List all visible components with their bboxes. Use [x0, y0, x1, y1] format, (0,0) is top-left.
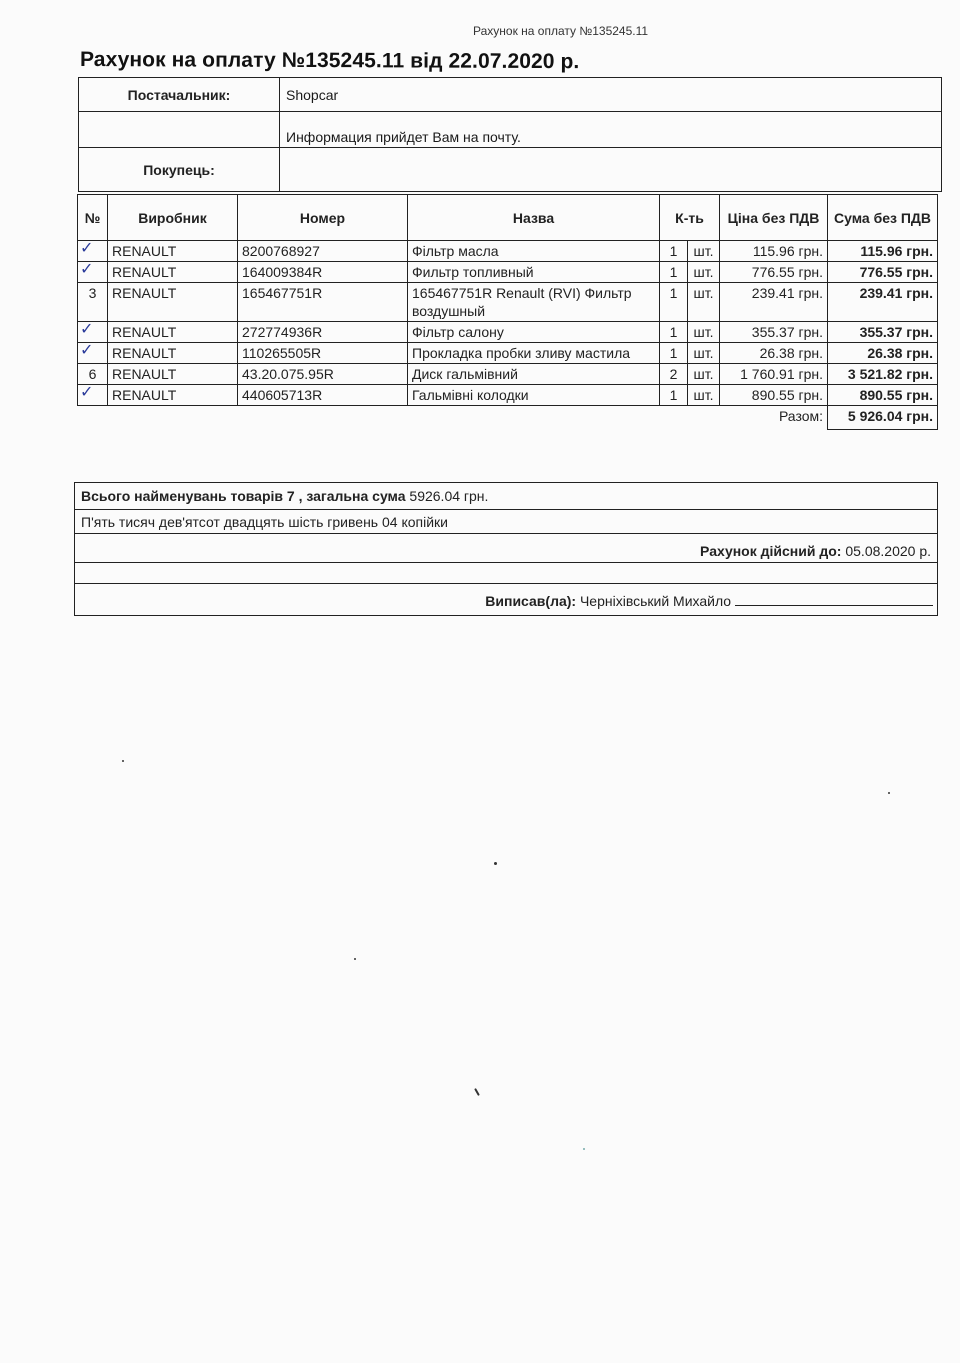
- item-number: 3: [78, 283, 108, 322]
- item-number: [78, 382, 108, 406]
- item-unit: шт.: [688, 343, 720, 364]
- item-name: Фільтр салону: [408, 322, 660, 343]
- items-table: [77, 194, 938, 430]
- total-label: Разом:: [778, 408, 824, 424]
- item-number: 6: [78, 364, 108, 385]
- item-code: 440605713R: [238, 385, 408, 406]
- item-maker: RENAULT: [108, 262, 238, 283]
- item-code: 110265505R: [238, 343, 408, 364]
- check-mark-icon: ✓: [80, 319, 94, 338]
- check-mark-icon: ✓: [80, 259, 94, 278]
- table-row: [78, 262, 938, 283]
- item-maker: RENAULT: [108, 241, 238, 262]
- item-unit: шт.: [688, 364, 720, 385]
- item-qty: 1: [660, 283, 688, 322]
- col-maker: Виробник: [108, 195, 238, 241]
- page-title: Рахунок на оплату №135245.11 від 22.07.2020 р.: [79, 48, 580, 74]
- divider: [75, 533, 937, 534]
- table-row: [78, 283, 938, 322]
- item-unit: шт.: [688, 385, 720, 406]
- supplier-info: Информация прийдет Вам на почту.: [280, 112, 942, 148]
- item-sum: 26.38 грн.: [828, 343, 938, 364]
- scan-speck: [354, 958, 356, 960]
- item-price: 26.38 грн.: [720, 343, 828, 364]
- item-code: 164009384R: [238, 262, 408, 283]
- item-price: 776.55 грн.: [720, 262, 828, 283]
- item-name: Гальмівні колодки: [408, 385, 660, 406]
- item-number: [78, 259, 108, 283]
- supplier-info-label-empty: [79, 112, 280, 148]
- scan-speck: [494, 862, 497, 865]
- item-price: 115.96 грн.: [720, 241, 828, 262]
- item-code: 43.20.075.95R: [238, 364, 408, 385]
- signature-line: [735, 593, 933, 606]
- items-count-label: Всього найменувань товарів 7 , загальна сума: [81, 488, 406, 504]
- item-maker: RENAULT: [108, 322, 238, 343]
- table-row: [78, 241, 938, 262]
- col-name: Назва: [408, 195, 660, 241]
- item-name: 165467751R Renault (RVI) Фильтр воздушный: [408, 283, 660, 322]
- item-code: 8200768927: [238, 241, 408, 262]
- header-caption: Рахунок на оплату №135245.11: [473, 24, 649, 38]
- table-row: [78, 343, 938, 364]
- supplier-info-row: [79, 112, 942, 148]
- divider: [75, 509, 937, 510]
- buyer-name: [280, 148, 942, 192]
- issued-by-line: [485, 593, 933, 609]
- check-mark-icon: ✓: [80, 382, 94, 401]
- item-code: 165467751R: [238, 283, 408, 322]
- item-price: 890.55 грн.: [720, 385, 828, 406]
- total-row: [78, 406, 938, 430]
- scan-speck: [583, 1148, 585, 1150]
- item-sum: 776.55 грн.: [828, 262, 938, 283]
- total-value: 5 926.04 грн.: [828, 406, 938, 430]
- scan-speck: [888, 792, 890, 794]
- col-sum: Сума без ПДВ: [828, 195, 938, 241]
- issued-by-label: Виписав(ла):: [485, 593, 577, 609]
- item-price: 1 760.91 грн.: [720, 364, 828, 385]
- divider: [75, 583, 937, 584]
- item-maker: RENAULT: [108, 283, 238, 322]
- item-qty: 1: [660, 343, 688, 364]
- item-price: 239.41 грн.: [720, 283, 828, 322]
- item-code: 272774936R: [238, 322, 408, 343]
- item-name: Диск гальмівний: [408, 364, 660, 385]
- item-sum: 890.55 грн.: [828, 385, 938, 406]
- amount-in-words: П'ять тисяч дев'ятсот двадцять шість гривень 04 копійки: [81, 514, 448, 530]
- item-qty: 1: [660, 385, 688, 406]
- divider: [75, 562, 937, 563]
- item-maker: RENAULT: [108, 385, 238, 406]
- table-row: [78, 322, 938, 343]
- supplier-row: [79, 78, 942, 112]
- valid-until-value: 05.08.2020 р.: [845, 543, 931, 559]
- item-maker: RENAULT: [108, 364, 238, 385]
- item-sum: 355.37 грн.: [828, 322, 938, 343]
- item-qty: 1: [660, 241, 688, 262]
- summary-box: [74, 482, 938, 616]
- item-unit: шт.: [688, 322, 720, 343]
- item-unit: шт.: [688, 241, 720, 262]
- items-count-line: [81, 488, 488, 504]
- items-count-value: 5926.04 грн.: [409, 488, 489, 504]
- col-number: №: [78, 195, 108, 241]
- items-header-row: [78, 195, 938, 241]
- supplier-name: Shopcar: [280, 78, 942, 112]
- valid-until-label: Рахунок дійсний до:: [700, 543, 842, 559]
- item-number: [78, 340, 108, 364]
- table-row: [78, 385, 938, 406]
- item-qty: 2: [660, 364, 688, 385]
- party-table: [78, 77, 942, 192]
- check-mark-icon: ✓: [80, 340, 94, 359]
- item-qty: 1: [660, 322, 688, 343]
- item-name: Прокладка пробки зливу мастила: [408, 343, 660, 364]
- item-unit: шт.: [688, 283, 720, 322]
- item-sum: 239.41 грн.: [828, 283, 938, 322]
- item-sum: 115.96 грн.: [828, 241, 938, 262]
- issued-by-value: Черніхівський Михайло: [579, 593, 732, 609]
- check-mark-icon: ✓: [80, 238, 94, 257]
- item-qty: 1: [660, 262, 688, 283]
- item-price: 355.37 грн.: [720, 322, 828, 343]
- item-unit: шт.: [688, 262, 720, 283]
- item-maker: RENAULT: [108, 343, 238, 364]
- item-sum: 3 521.82 грн.: [828, 364, 938, 385]
- scan-speck: [122, 760, 124, 762]
- col-code: Номер: [238, 195, 408, 241]
- item-name: Фільтр масла: [408, 241, 660, 262]
- col-price: Ціна без ПДВ: [720, 195, 828, 241]
- supplier-label: Постачальник:: [79, 78, 280, 112]
- valid-until-line: [700, 543, 931, 559]
- col-qty: К-ть: [660, 195, 720, 241]
- item-name: Фильтр топливный: [408, 262, 660, 283]
- scan-speck: [474, 1088, 480, 1096]
- table-row: [78, 364, 938, 385]
- buyer-label: Покупець:: [79, 148, 280, 192]
- buyer-row: [79, 148, 942, 192]
